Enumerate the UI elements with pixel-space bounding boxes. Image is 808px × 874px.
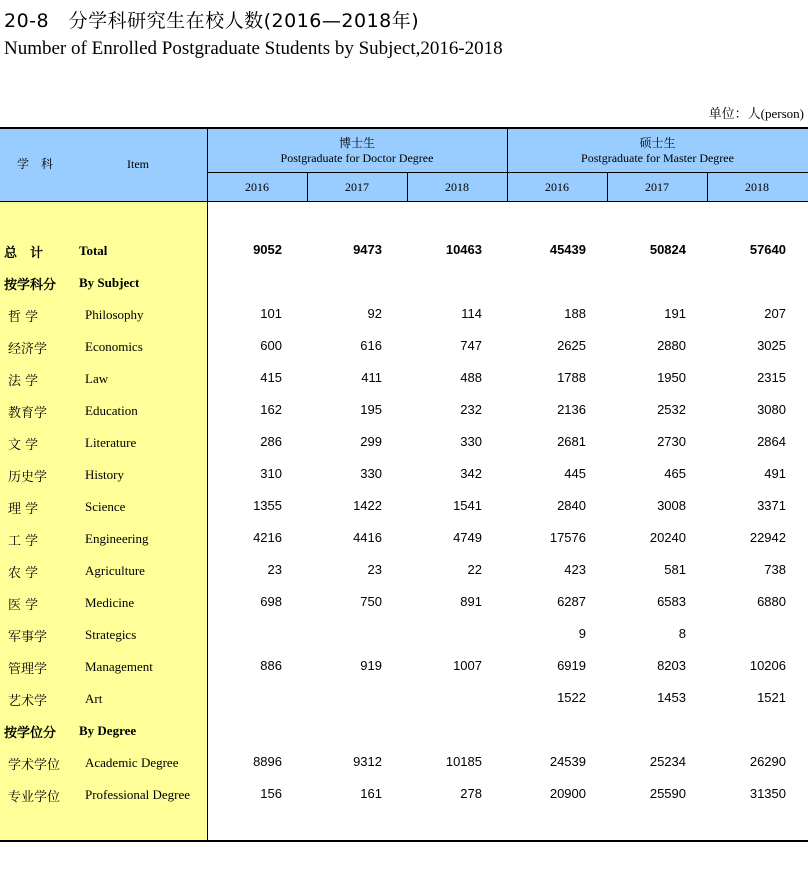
year-header-cell: 2018 bbox=[445, 179, 469, 194]
row-label-cn: 农 学 bbox=[8, 566, 39, 581]
year-header-cell: 2018 bbox=[745, 179, 769, 194]
row-label-cn: 经济学 bbox=[8, 342, 48, 357]
header-master-group bbox=[507, 131, 808, 171]
row-label-cn: 艺术学 bbox=[8, 694, 48, 709]
table-row bbox=[0, 586, 808, 618]
row-label-cn: 总 计 bbox=[4, 246, 44, 261]
value-cell: 1007 bbox=[453, 658, 482, 673]
value-cell: 162 bbox=[260, 402, 282, 417]
value-cell: 4216 bbox=[253, 530, 282, 545]
row-label-en: Agriculture bbox=[85, 563, 145, 578]
table-row bbox=[0, 298, 808, 330]
value-cell: 465 bbox=[664, 466, 686, 481]
value-cell: 4416 bbox=[353, 530, 382, 545]
value-cell: 195 bbox=[360, 402, 382, 417]
value-cell: 20900 bbox=[549, 786, 586, 801]
table-row bbox=[0, 618, 808, 650]
value-cell: 22 bbox=[467, 562, 482, 577]
value-cell: 4749 bbox=[453, 530, 482, 545]
value-cell: 22942 bbox=[749, 530, 786, 545]
value-cell: 3025 bbox=[757, 338, 786, 353]
row-label-en: Art bbox=[85, 691, 103, 706]
value-cell: 6919 bbox=[557, 658, 586, 673]
row-label-cn: 学术学位 bbox=[8, 758, 61, 773]
value-cell: 25234 bbox=[649, 754, 686, 769]
value-cell: 488 bbox=[460, 370, 482, 385]
row-label-en: Economics bbox=[85, 339, 143, 354]
value-cell: 886 bbox=[260, 658, 282, 673]
value-cell: 299 bbox=[360, 434, 382, 449]
table-row bbox=[0, 778, 808, 810]
value-cell: 1950 bbox=[657, 370, 686, 385]
value-cell: 891 bbox=[460, 594, 482, 609]
table-row bbox=[0, 362, 808, 394]
value-cell: 310 bbox=[260, 466, 282, 481]
row-label-en: Law bbox=[85, 371, 109, 386]
value-cell: 26290 bbox=[749, 754, 786, 769]
row-label-en: Management bbox=[85, 659, 153, 674]
table-row bbox=[0, 714, 808, 746]
value-cell: 738 bbox=[764, 562, 786, 577]
row-label-en: History bbox=[85, 467, 124, 482]
value-cell: 2840 bbox=[557, 498, 586, 513]
value-cell: 17576 bbox=[549, 530, 586, 545]
row-label-cn: 按学位分 bbox=[4, 726, 57, 741]
value-cell: 20240 bbox=[649, 530, 686, 545]
value-cell: 2532 bbox=[657, 402, 686, 417]
value-cell: 491 bbox=[764, 466, 786, 481]
header-item-en: Item bbox=[127, 156, 149, 171]
value-cell: 1355 bbox=[253, 498, 282, 513]
value-cell: 698 bbox=[260, 594, 282, 609]
value-cell: 10463 bbox=[445, 242, 482, 257]
row-label-en: Literature bbox=[85, 435, 137, 450]
value-cell: 1422 bbox=[353, 498, 382, 513]
page-title-english: Number of Enrolled Postgraduate Students by Subject,2016-2018 bbox=[4, 38, 503, 59]
unit-label: 单位：人(person) bbox=[708, 106, 804, 121]
value-cell: 6880 bbox=[757, 594, 786, 609]
table-row bbox=[0, 458, 808, 490]
row-label-cn: 专业学位 bbox=[8, 790, 61, 805]
value-cell: 23 bbox=[367, 562, 382, 577]
value-cell: 23 bbox=[267, 562, 282, 577]
row-label-en: Medicine bbox=[85, 595, 135, 610]
table-row bbox=[0, 490, 808, 522]
value-cell: 9052 bbox=[253, 242, 282, 257]
row-label-en: Total bbox=[79, 243, 108, 258]
header-doctor-cn: 博士生 bbox=[338, 136, 375, 150]
value-cell: 2315 bbox=[757, 370, 786, 385]
value-cell: 2730 bbox=[657, 434, 686, 449]
row-label-cn: 历史学 bbox=[8, 470, 48, 485]
row-label-en: Professional Degree bbox=[85, 787, 191, 802]
table-row bbox=[0, 426, 808, 458]
row-label-en: Engineering bbox=[85, 531, 149, 546]
year-header-cell: 2017 bbox=[645, 179, 669, 194]
row-label-en: By Subject bbox=[79, 275, 140, 290]
row-label-cn: 医 学 bbox=[8, 598, 39, 613]
header-master-cn: 硕士生 bbox=[639, 136, 676, 150]
value-cell: 45439 bbox=[549, 242, 586, 257]
value-cell: 330 bbox=[460, 434, 482, 449]
value-cell: 161 bbox=[360, 786, 382, 801]
table-bottom-rule bbox=[0, 840, 808, 842]
value-cell: 1453 bbox=[657, 690, 686, 705]
value-cell: 24539 bbox=[549, 754, 586, 769]
value-cell: 101 bbox=[260, 306, 282, 321]
value-cell: 9 bbox=[578, 626, 586, 641]
row-label-cn: 按学科分 bbox=[4, 278, 57, 293]
value-cell: 2880 bbox=[657, 338, 686, 353]
row-label-en: Academic Degree bbox=[85, 755, 179, 770]
row-label-cn: 军事学 bbox=[8, 630, 48, 645]
value-cell: 423 bbox=[564, 562, 586, 577]
table-row bbox=[0, 682, 808, 714]
row-label-en: Strategics bbox=[85, 627, 137, 642]
value-cell: 57640 bbox=[749, 242, 786, 257]
value-cell: 92 bbox=[367, 306, 382, 321]
header-master-en: Postgraduate for Master Degree bbox=[581, 151, 734, 165]
table-row bbox=[0, 394, 808, 426]
value-cell: 10185 bbox=[445, 754, 482, 769]
value-cell: 747 bbox=[460, 338, 482, 353]
header-subject-cn: 学 科 bbox=[16, 156, 53, 171]
row-label-cn: 教育学 bbox=[8, 406, 48, 421]
value-cell: 232 bbox=[460, 402, 482, 417]
value-cell: 6287 bbox=[557, 594, 586, 609]
value-cell: 750 bbox=[360, 594, 382, 609]
row-label-cn: 理 学 bbox=[8, 502, 39, 517]
value-cell: 8203 bbox=[657, 658, 686, 673]
value-cell: 3371 bbox=[757, 498, 786, 513]
row-label-cn: 法 学 bbox=[8, 374, 39, 389]
table-row bbox=[0, 746, 808, 778]
value-cell: 6583 bbox=[657, 594, 686, 609]
value-cell: 342 bbox=[460, 466, 482, 481]
row-label-en: By Degree bbox=[79, 723, 137, 738]
row-label-en: Philosophy bbox=[85, 307, 144, 322]
value-cell: 616 bbox=[360, 338, 382, 353]
header-doctor-en: Postgraduate for Doctor Degree bbox=[280, 151, 434, 165]
value-cell: 3080 bbox=[757, 402, 786, 417]
value-cell: 191 bbox=[664, 306, 686, 321]
year-header-cell: 2017 bbox=[345, 179, 369, 194]
value-cell: 415 bbox=[260, 370, 282, 385]
value-cell: 1541 bbox=[453, 498, 482, 513]
table-row bbox=[0, 522, 808, 554]
row-label-cn: 文 学 bbox=[8, 438, 39, 453]
value-cell: 3008 bbox=[657, 498, 686, 513]
value-cell: 188 bbox=[564, 306, 586, 321]
value-cell: 278 bbox=[460, 786, 482, 801]
value-cell: 2681 bbox=[557, 434, 586, 449]
value-cell: 50824 bbox=[649, 242, 686, 257]
value-cell: 31350 bbox=[749, 786, 786, 801]
year-header-cell: 2016 bbox=[545, 179, 569, 194]
value-cell: 286 bbox=[260, 434, 282, 449]
row-label-en: Education bbox=[85, 403, 138, 418]
value-cell: 207 bbox=[764, 306, 786, 321]
value-cell: 114 bbox=[461, 306, 482, 321]
value-cell: 2136 bbox=[557, 402, 586, 417]
table-row bbox=[0, 650, 808, 682]
year-header-cell: 2016 bbox=[245, 179, 269, 194]
value-cell: 2625 bbox=[557, 338, 586, 353]
header-bottom-rule bbox=[0, 201, 808, 202]
header-doctor-group bbox=[207, 131, 507, 171]
row-label-en: Science bbox=[85, 499, 126, 514]
value-cell: 9473 bbox=[353, 242, 382, 257]
value-cell: 445 bbox=[564, 466, 586, 481]
row-label-cn: 管理学 bbox=[8, 662, 48, 677]
value-cell: 10206 bbox=[749, 658, 786, 673]
value-cell: 8 bbox=[678, 626, 686, 641]
page-title-chinese: 20-8 分学科研究生在校人数(2016—2018年) bbox=[4, 10, 420, 32]
table-top-rule bbox=[0, 127, 808, 129]
table-row bbox=[0, 266, 808, 298]
value-cell: 581 bbox=[664, 562, 686, 577]
value-cell: 1521 bbox=[757, 690, 786, 705]
value-cell: 1788 bbox=[557, 370, 586, 385]
table-row bbox=[0, 330, 808, 362]
value-cell: 1522 bbox=[557, 690, 586, 705]
value-cell: 2864 bbox=[757, 434, 786, 449]
value-cell: 156 bbox=[260, 786, 282, 801]
table-row bbox=[0, 234, 808, 266]
value-cell: 25590 bbox=[649, 786, 686, 801]
row-label-cn: 工 学 bbox=[8, 534, 39, 549]
value-cell: 919 bbox=[360, 658, 382, 673]
value-cell: 8896 bbox=[253, 754, 282, 769]
row-label-cn: 哲 学 bbox=[8, 310, 39, 325]
table-row bbox=[0, 554, 808, 586]
value-cell: 9312 bbox=[353, 754, 382, 769]
value-cell: 600 bbox=[260, 338, 282, 353]
value-cell: 330 bbox=[360, 466, 382, 481]
value-cell: 411 bbox=[361, 370, 382, 385]
